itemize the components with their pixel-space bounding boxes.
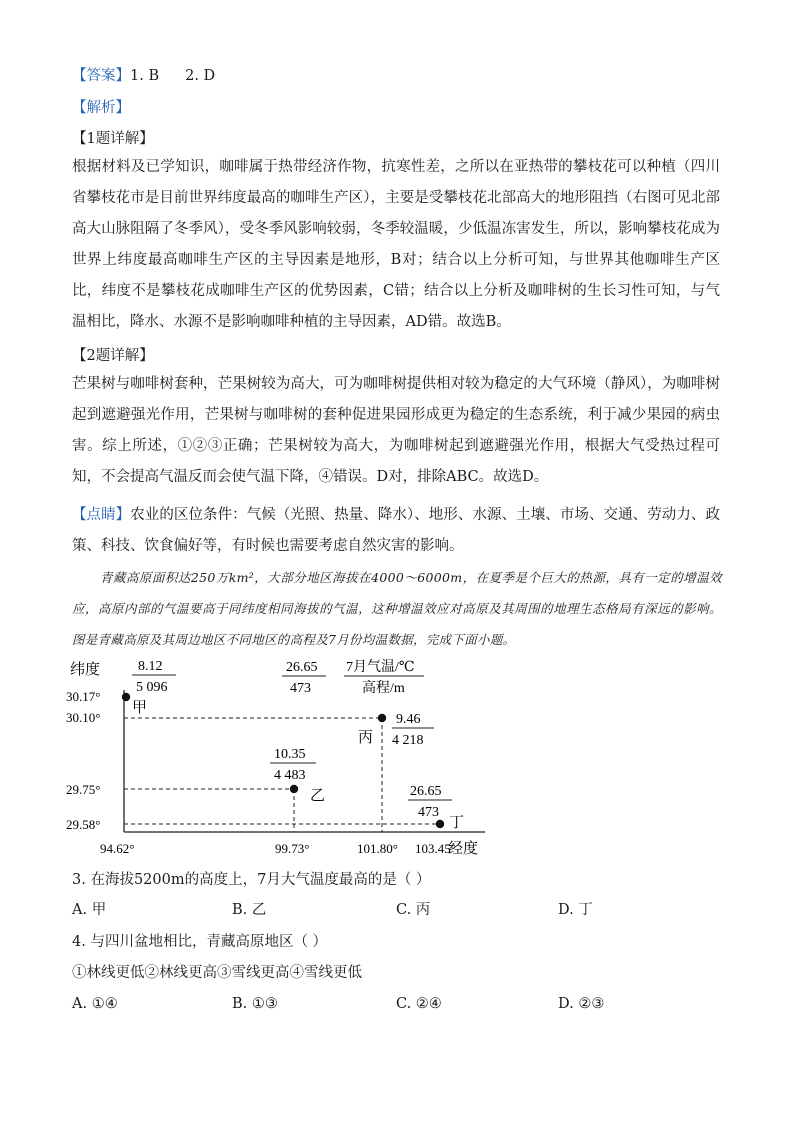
svg-text:473: 473	[418, 805, 439, 820]
answer-2: 2. D	[185, 68, 216, 84]
q4-statements: ①林线更低②林线更高③雪线更高④雪线更低	[72, 965, 362, 981]
q3-option-c[interactable]: C. 丙	[396, 902, 431, 918]
svg-text:5 096: 5 096	[136, 680, 168, 695]
point-marker-bing	[378, 714, 386, 722]
extra-label-top	[282, 660, 326, 696]
svg-text:10.35: 10.35	[274, 747, 306, 762]
q1-heading: 【1题详解】	[72, 131, 154, 147]
y-tick-29-58: 29.58°	[66, 817, 101, 832]
legend-elevation: 高程/m	[362, 681, 405, 696]
q4-option-c[interactable]: C. ②④	[396, 996, 442, 1012]
x-tick-103-45: 103.45°	[415, 841, 456, 856]
point-label-bing: 丙	[358, 730, 374, 746]
q3-option-b[interactable]: B. 乙	[232, 902, 267, 918]
q1-explanation: 根据材料及已学知识，咖啡属于热带经济作物，抗寒性差，之所以在亚热带的攀枝花可以种植（四川省攀枝花市是目前世界纬度最高的咖啡生产区），主要是受攀枝花北部高大的地形阻挡（右图可见北部高大山脉阻隔了冬季风），受冬季风影响较弱，冬季较温暖，少低温冻害发生，所以，影响攀枝花成为世界上纬度最高咖啡生产区的主导因素是地形，B对；结合以上分析可知，与世界其他咖啡生产区比，纬度不是攀枝花成咖啡生产区的优势因素，C错；结合以上分析及咖啡树的生长习性可知，与气温相比，降水、水源不是影响咖啡种植的主导因素，AD错。故选B。	[72, 159, 720, 330]
q4-option-d[interactable]: D. ②③	[558, 996, 605, 1012]
q3-option-a[interactable]: A. 甲	[72, 902, 107, 918]
x-tick-94-62: 94.62°	[100, 841, 135, 856]
point-jia	[122, 659, 176, 716]
q4-option-b[interactable]: B. ①③	[232, 996, 278, 1012]
point-ding	[408, 784, 464, 831]
answer-1: 1. B	[130, 68, 160, 84]
q3-option-d[interactable]: D. 丁	[558, 902, 593, 918]
legend	[344, 659, 424, 696]
q2-explanation: 芒果树与咖啡树套种，芒果树较为高大，可为咖啡树提供相对较为稳定的大气环境（静风），为咖啡树起到遮避强光作用，芒果树与咖啡树的套种促进果园形成更为稳定的生态系统，利于减少果园的病虫害。综上所述，①②③正确；芒果树较为高大，为咖啡树起到遮避强光作用，根据大气受热过程可知，不会提高气温反而会使气温下降，④错误。D对，排除ABC。故选D。	[72, 376, 720, 485]
point-label-jia: 甲	[132, 700, 148, 716]
answer-line	[72, 66, 732, 86]
y-tick-30-10: 30.10°	[66, 710, 101, 725]
analysis-label: 【解析】	[72, 100, 130, 116]
tip-block	[72, 500, 720, 562]
q4-option-a[interactable]: A. ①④	[72, 996, 118, 1012]
q3-stem: 3. 在海拔5200m的高度上，7月大气温度最高的是（ ）	[72, 872, 431, 888]
y-tick-30-17: 30.17°	[66, 689, 101, 704]
x-tick-101-80: 101.80°	[357, 841, 398, 856]
svg-text:4 483: 4 483	[274, 768, 306, 783]
legend-temperature: 7月气温/℃	[346, 660, 415, 675]
y-tick-29-75: 29.75°	[66, 782, 101, 797]
point-bing	[358, 712, 434, 748]
tip-label: 【点睛】	[72, 507, 131, 523]
elevation-temperature-chart	[60, 652, 520, 862]
point-marker-jia	[122, 693, 130, 701]
svg-text:9.46: 9.46	[396, 712, 421, 727]
question-intro: 青藏高原面积达250万km²，大部分地区海拔在4000～6000m，在夏季是个巨大的热源，具有一定的增温效应，高原内部的气温要高于同纬度相同海拔的气温，这种增温效应对高原及其周围的地理生态格局有深远的影响。图是青藏高原及其周边地区不同地区的高程及7月份均温数据，完成下面小题。	[72, 570, 722, 647]
x-axis-label: 经度	[448, 841, 479, 857]
point-label-yi: 乙	[310, 788, 326, 804]
q2-heading: 【2题详解】	[72, 348, 154, 364]
svg-text:8.12: 8.12	[138, 659, 163, 674]
svg-text:26.65: 26.65	[286, 660, 318, 675]
svg-text:473: 473	[290, 681, 311, 696]
svg-text:4 218: 4 218	[392, 733, 424, 748]
point-marker-ding	[436, 820, 444, 828]
answer-label: 【答案】	[72, 68, 130, 84]
svg-text:26.65: 26.65	[410, 784, 442, 799]
point-yi	[270, 747, 325, 804]
y-axis-label: 纬度	[70, 662, 101, 678]
tip-body: 农业的区位条件：气候（光照、热量、降水）、地形、水源、土壤、市场、交通、劳动力、政策、科技、饮食偏好等，有时候也需要考虑自然灾害的影响。	[72, 507, 720, 554]
point-marker-yi	[290, 785, 298, 793]
x-tick-99-73: 99.73°	[275, 841, 310, 856]
point-label-ding: 丁	[449, 815, 465, 831]
q4-stem: 4. 与四川盆地相比，青藏高原地区（ ）	[72, 934, 328, 950]
